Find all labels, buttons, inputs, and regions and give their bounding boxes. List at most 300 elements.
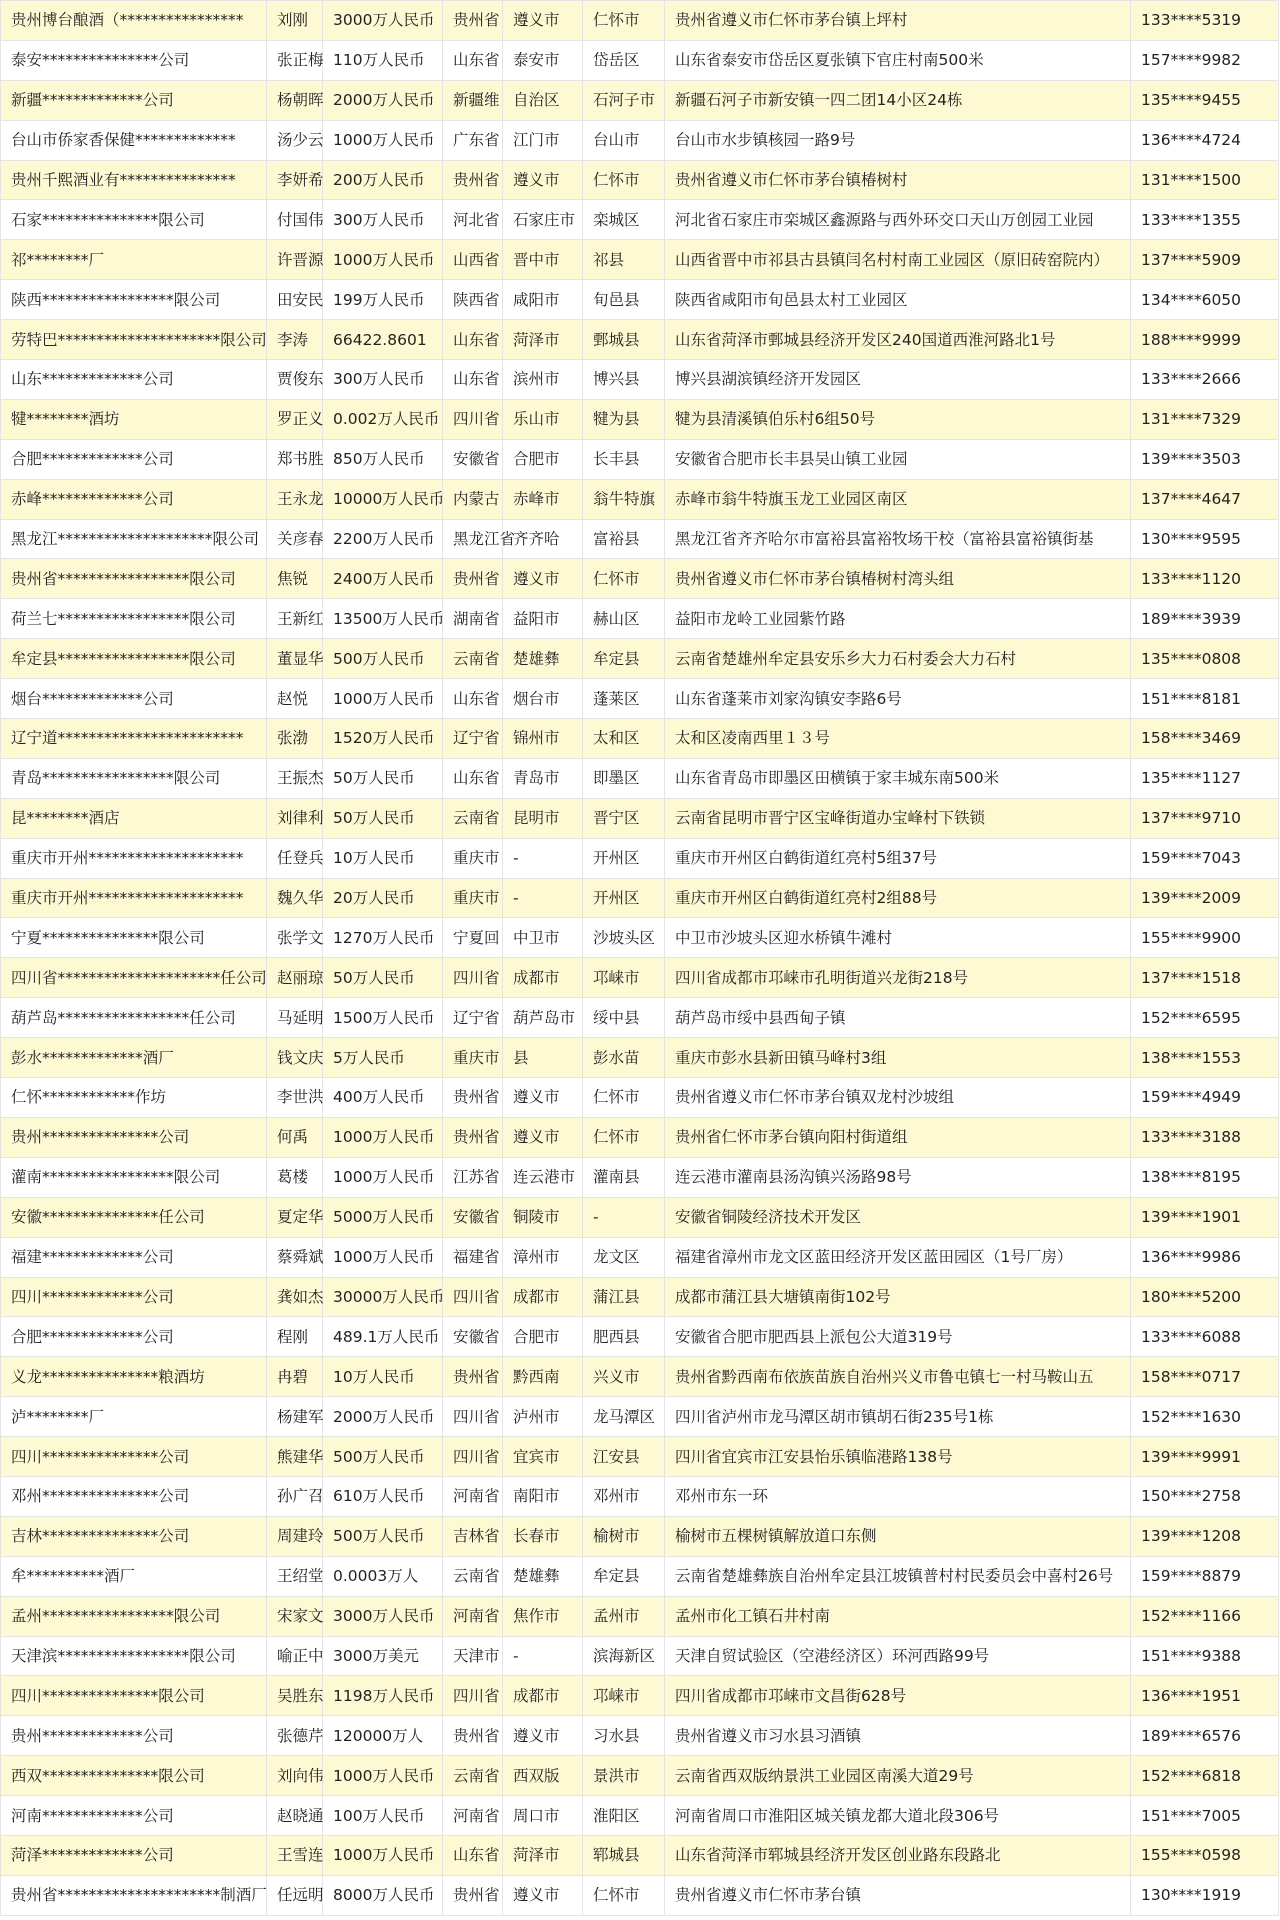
address-cell: 黑龙江省齐齐哈尔市富裕县富裕牧场干校（富裕县富裕镇街基	[665, 519, 1131, 559]
district-cell: 赫山区	[583, 599, 665, 639]
registered-capital-cell: 50万人民币	[323, 758, 443, 798]
legal-rep-cell: 王新红	[267, 599, 323, 639]
city-cell: 遵义市	[503, 1, 583, 41]
phone-cell: 158****0717	[1131, 1357, 1279, 1397]
district-cell: 灌南县	[583, 1157, 665, 1197]
phone-cell: 139****3503	[1131, 439, 1279, 479]
legal-rep-cell: 李妍希	[267, 160, 323, 200]
table-row	[1, 360, 1279, 400]
district-cell: 仁怀市	[583, 1078, 665, 1118]
table-row	[1, 1397, 1279, 1437]
address-cell: 山东省泰安市岱岳区夏张镇下官庄村南500米	[665, 40, 1131, 80]
city-cell: -	[503, 878, 583, 918]
phone-cell: 188****9999	[1131, 320, 1279, 360]
city-cell: 滨州市	[503, 360, 583, 400]
legal-rep-cell: 赵悦	[267, 679, 323, 719]
table-row	[1, 1476, 1279, 1516]
province-cell: 山东省	[443, 320, 503, 360]
city-cell: 遵义市	[503, 1078, 583, 1118]
phone-cell: 139****1901	[1131, 1197, 1279, 1237]
province-cell: 山东省	[443, 1835, 503, 1875]
table-row	[1, 719, 1279, 759]
legal-rep-cell: 关彦春	[267, 519, 323, 559]
address-cell: 重庆市彭水县新田镇马峰村3组	[665, 1038, 1131, 1078]
company-name-cell: 合肥*************公司	[1, 439, 267, 479]
district-cell: 仁怀市	[583, 1117, 665, 1157]
address-cell: 云南省昆明市晋宁区宝峰街道办宝峰村下铁锁	[665, 798, 1131, 838]
phone-cell: 139****1208	[1131, 1516, 1279, 1556]
company-name-cell: 重庆市开州********************	[1, 838, 267, 878]
legal-rep-cell: 李世洪	[267, 1078, 323, 1118]
address-cell: 博兴县湖滨镇经济开发园区	[665, 360, 1131, 400]
phone-cell: 134****6050	[1131, 280, 1279, 320]
legal-rep-cell: 刘律利	[267, 798, 323, 838]
table-row	[1, 679, 1279, 719]
province-cell: 贵州省	[443, 1, 503, 41]
district-cell: 仁怀市	[583, 1875, 665, 1915]
province-cell: 重庆市	[443, 1038, 503, 1078]
address-cell: 重庆市开州区白鹤街道红亮村5组37号	[665, 838, 1131, 878]
registered-capital-cell: 10000万人民币	[323, 479, 443, 519]
registered-capital-cell: 1000万人民币	[323, 1835, 443, 1875]
legal-rep-cell: 冉碧	[267, 1357, 323, 1397]
table-row	[1, 40, 1279, 80]
registered-capital-cell: 0.002万人民币	[323, 399, 443, 439]
company-name-cell: 贵州博台酿酒（****************	[1, 1, 267, 41]
address-cell: 山西省晋中市祁县古县镇闫名村村南工业园区（原旧砖窑院内）	[665, 240, 1131, 280]
phone-cell: 159****8879	[1131, 1556, 1279, 1596]
legal-rep-cell: 蔡舜斌	[267, 1237, 323, 1277]
company-name-cell: 烟台*************公司	[1, 679, 267, 719]
company-name-cell: 新疆*************公司	[1, 80, 267, 120]
registered-capital-cell: 20万人民币	[323, 878, 443, 918]
phone-cell: 133****2666	[1131, 360, 1279, 400]
legal-rep-cell: 杨建军	[267, 1397, 323, 1437]
registered-capital-cell: 3000万人民币	[323, 1, 443, 41]
phone-cell: 133****6088	[1131, 1317, 1279, 1357]
district-cell: 富裕县	[583, 519, 665, 559]
company-name-cell: 泰安***************公司	[1, 40, 267, 80]
company-name-cell: 灌南*****************限公司	[1, 1157, 267, 1197]
phone-cell: 189****3939	[1131, 599, 1279, 639]
table-row	[1, 1516, 1279, 1556]
province-cell: 辽宁省	[443, 998, 503, 1038]
table-row	[1, 320, 1279, 360]
table-row	[1, 1796, 1279, 1836]
city-cell: 烟台市	[503, 679, 583, 719]
company-name-cell: 石家***************限公司	[1, 200, 267, 240]
city-cell: 楚雄彝	[503, 1556, 583, 1596]
legal-rep-cell: 魏久华	[267, 878, 323, 918]
registered-capital-cell: 1000万人民币	[323, 1756, 443, 1796]
table-row	[1, 1596, 1279, 1636]
district-cell: 岱岳区	[583, 40, 665, 80]
district-cell: 仁怀市	[583, 160, 665, 200]
district-cell: 犍为县	[583, 399, 665, 439]
province-cell: 山东省	[443, 40, 503, 80]
city-cell: 赤峰市	[503, 479, 583, 519]
table-row	[1, 1676, 1279, 1716]
address-cell: 贵州省遵义市仁怀市茅台镇双龙村沙坡组	[665, 1078, 1131, 1118]
registered-capital-cell: 0.0003万人	[323, 1556, 443, 1596]
city-cell: 宜宾市	[503, 1437, 583, 1477]
city-cell: 自治区	[503, 80, 583, 120]
registered-capital-cell: 500万人民币	[323, 639, 443, 679]
city-cell: 连云港市	[503, 1157, 583, 1197]
city-cell: 乐山市	[503, 399, 583, 439]
phone-cell: 152****1630	[1131, 1397, 1279, 1437]
address-cell: 安徽省铜陵经济技术开发区	[665, 1197, 1131, 1237]
legal-rep-cell: 王雪连	[267, 1835, 323, 1875]
phone-cell: 157****9982	[1131, 40, 1279, 80]
province-cell: 贵州省	[443, 1078, 503, 1118]
legal-rep-cell: 杨朝晖	[267, 80, 323, 120]
address-cell: 四川省成都市邛崃市文昌街628号	[665, 1676, 1131, 1716]
district-cell: 龙马潭区	[583, 1397, 665, 1437]
phone-cell: 133****1355	[1131, 200, 1279, 240]
city-cell: 成都市	[503, 958, 583, 998]
district-cell: -	[583, 1197, 665, 1237]
city-cell: 铜陵市	[503, 1197, 583, 1237]
phone-cell: 151****9388	[1131, 1636, 1279, 1676]
legal-rep-cell: 何禹	[267, 1117, 323, 1157]
city-cell: 黔西南	[503, 1357, 583, 1397]
table-row	[1, 439, 1279, 479]
district-cell: 邛崃市	[583, 1676, 665, 1716]
district-cell: 榆树市	[583, 1516, 665, 1556]
city-cell: 周口市	[503, 1796, 583, 1836]
address-cell: 益阳市龙岭工业园紫竹路	[665, 599, 1131, 639]
province-cell: 四川省	[443, 1397, 503, 1437]
city-cell: 石家庄市	[503, 200, 583, 240]
phone-cell: 131****1500	[1131, 160, 1279, 200]
district-cell: 邛崃市	[583, 958, 665, 998]
city-cell: 遵义市	[503, 1716, 583, 1756]
city-cell: 西双版	[503, 1756, 583, 1796]
company-name-cell: 青岛*****************限公司	[1, 758, 267, 798]
province-cell: 河北省	[443, 200, 503, 240]
province-cell: 贵州省	[443, 1117, 503, 1157]
phone-cell: 136****9986	[1131, 1237, 1279, 1277]
registered-capital-cell: 5万人民币	[323, 1038, 443, 1078]
phone-cell: 152****1166	[1131, 1596, 1279, 1636]
phone-cell: 155****0598	[1131, 1835, 1279, 1875]
company-name-cell: 安徽***************任公司	[1, 1197, 267, 1237]
registered-capital-cell: 1000万人民币	[323, 679, 443, 719]
legal-rep-cell: 田安民	[267, 280, 323, 320]
district-cell: 滨海新区	[583, 1636, 665, 1676]
address-cell: 邓州市东一环	[665, 1476, 1131, 1516]
legal-rep-cell: 王绍堂	[267, 1556, 323, 1596]
registered-capital-cell: 50万人民币	[323, 798, 443, 838]
legal-rep-cell: 李涛	[267, 320, 323, 360]
company-name-cell: 邓州***************公司	[1, 1476, 267, 1516]
address-cell: 山东省菏泽市郓城县经济开发区创业路东段路北	[665, 1835, 1131, 1875]
phone-cell: 159****4949	[1131, 1078, 1279, 1118]
district-cell: 龙文区	[583, 1237, 665, 1277]
company-name-cell: 葫芦岛*****************任公司	[1, 998, 267, 1038]
company-name-cell: 孟州*****************限公司	[1, 1596, 267, 1636]
province-cell: 黑龙江省	[443, 519, 503, 559]
company-name-cell: 四川省*********************任公司	[1, 958, 267, 998]
address-cell: 山东省青岛市即墨区田横镇于家丰城东南500米	[665, 758, 1131, 798]
district-cell: 台山市	[583, 120, 665, 160]
address-cell: 犍为县清溪镇伯乐村6组50号	[665, 399, 1131, 439]
phone-cell: 139****9991	[1131, 1437, 1279, 1477]
city-cell: 青岛市	[503, 758, 583, 798]
registered-capital-cell: 1500万人民币	[323, 998, 443, 1038]
company-name-cell: 台山市侨家香保健*************	[1, 120, 267, 160]
legal-rep-cell: 焦锐	[267, 559, 323, 599]
company-name-cell: 四川***************公司	[1, 1437, 267, 1477]
table-row	[1, 1835, 1279, 1875]
phone-cell: 136****1951	[1131, 1676, 1279, 1716]
phone-cell: 135****0808	[1131, 639, 1279, 679]
province-cell: 云南省	[443, 798, 503, 838]
registered-capital-cell: 1198万人民币	[323, 1676, 443, 1716]
company-name-cell: 仁怀************作坊	[1, 1078, 267, 1118]
province-cell: 贵州省	[443, 160, 503, 200]
phone-cell: 137****4647	[1131, 479, 1279, 519]
province-cell: 重庆市	[443, 838, 503, 878]
legal-rep-cell: 宋家文	[267, 1596, 323, 1636]
address-cell: 云南省西双版纳景洪工业园区南溪大道29号	[665, 1756, 1131, 1796]
address-cell: 赤峰市翁牛特旗玉龙工业园区南区	[665, 479, 1131, 519]
legal-rep-cell: 张正梅	[267, 40, 323, 80]
company-name-cell: 犍********酒坊	[1, 399, 267, 439]
address-cell: 河南省周口市淮阳区城关镇龙都大道北段306号	[665, 1796, 1131, 1836]
city-cell: -	[503, 838, 583, 878]
company-name-cell: 义龙***************粮酒坊	[1, 1357, 267, 1397]
legal-rep-cell: 马延明	[267, 998, 323, 1038]
legal-rep-cell: 钱文庆	[267, 1038, 323, 1078]
registered-capital-cell: 1000万人民币	[323, 1157, 443, 1197]
registered-capital-cell: 610万人民币	[323, 1476, 443, 1516]
province-cell: 江苏省	[443, 1157, 503, 1197]
phone-cell: 133****1120	[1131, 559, 1279, 599]
city-cell: 菏泽市	[503, 320, 583, 360]
registered-capital-cell: 199万人民币	[323, 280, 443, 320]
table-row	[1, 200, 1279, 240]
legal-rep-cell: 罗正义	[267, 399, 323, 439]
district-cell: 石河子市	[583, 80, 665, 120]
table-row	[1, 1437, 1279, 1477]
city-cell: 合肥市	[503, 439, 583, 479]
city-cell: 晋中市	[503, 240, 583, 280]
district-cell: 牟定县	[583, 1556, 665, 1596]
province-cell: 安徽省	[443, 1197, 503, 1237]
company-name-cell: 菏泽*************公司	[1, 1835, 267, 1875]
company-name-cell: 贵州***************公司	[1, 1117, 267, 1157]
registered-capital-cell: 13500万人民币	[323, 599, 443, 639]
phone-cell: 150****2758	[1131, 1476, 1279, 1516]
table-row	[1, 160, 1279, 200]
legal-rep-cell: 任登兵	[267, 838, 323, 878]
phone-cell: 137****9710	[1131, 798, 1279, 838]
legal-rep-cell: 熊建华	[267, 1437, 323, 1477]
registered-capital-cell: 1520万人民币	[323, 719, 443, 759]
province-cell: 山西省	[443, 240, 503, 280]
province-cell: 山东省	[443, 360, 503, 400]
address-cell: 成都市蒲江县大塘镇南街102号	[665, 1277, 1131, 1317]
province-cell: 宁夏回	[443, 918, 503, 958]
company-name-cell: 贵州省*********************制酒厂	[1, 1875, 267, 1915]
legal-rep-cell: 龚如杰	[267, 1277, 323, 1317]
province-cell: 云南省	[443, 1756, 503, 1796]
table-row	[1, 1, 1279, 41]
city-cell: 漳州市	[503, 1237, 583, 1277]
registered-capital-cell: 2000万人民币	[323, 80, 443, 120]
table-row	[1, 639, 1279, 679]
phone-cell: 138****8195	[1131, 1157, 1279, 1197]
province-cell: 河南省	[443, 1596, 503, 1636]
legal-rep-cell: 赵丽琼	[267, 958, 323, 998]
registered-capital-cell: 30000万人民币	[323, 1277, 443, 1317]
address-cell: 贵州省遵义市习水县习酒镇	[665, 1716, 1131, 1756]
registered-capital-cell: 500万人民币	[323, 1437, 443, 1477]
table-row	[1, 1556, 1279, 1596]
city-cell: 益阳市	[503, 599, 583, 639]
company-name-cell: 吉林***************公司	[1, 1516, 267, 1556]
phone-cell: 139****2009	[1131, 878, 1279, 918]
table-row	[1, 1636, 1279, 1676]
address-cell: 山东省菏泽市鄄城县经济开发区240国道西淮河路北1号	[665, 320, 1131, 360]
city-cell: 县	[503, 1038, 583, 1078]
table-row	[1, 1117, 1279, 1157]
province-cell: 贵州省	[443, 1716, 503, 1756]
district-cell: 仁怀市	[583, 1, 665, 41]
city-cell: 菏泽市	[503, 1835, 583, 1875]
legal-rep-cell: 董显华	[267, 639, 323, 679]
city-cell: 遵义市	[503, 1875, 583, 1915]
city-cell: 长春市	[503, 1516, 583, 1556]
address-cell: 重庆市开州区白鹤街道红亮村2组88号	[665, 878, 1131, 918]
city-cell: 泸州市	[503, 1397, 583, 1437]
district-cell: 彭水苗	[583, 1038, 665, 1078]
district-cell: 蓬莱区	[583, 679, 665, 719]
legal-rep-cell: 王振杰	[267, 758, 323, 798]
district-cell: 栾城区	[583, 200, 665, 240]
registered-capital-cell: 2400万人民币	[323, 559, 443, 599]
province-cell: 四川省	[443, 1277, 503, 1317]
table-row	[1, 559, 1279, 599]
table-row	[1, 958, 1279, 998]
phone-cell: 151****8181	[1131, 679, 1279, 719]
legal-rep-cell: 贾俊东	[267, 360, 323, 400]
city-cell: 江门市	[503, 120, 583, 160]
registered-capital-cell: 66422.8601	[323, 320, 443, 360]
address-cell: 安徽省合肥市肥西县上派包公大道319号	[665, 1317, 1131, 1357]
table-row	[1, 798, 1279, 838]
company-name-cell: 贵州省*****************限公司	[1, 559, 267, 599]
district-cell: 淮阳区	[583, 1796, 665, 1836]
registered-capital-cell: 2200万人民币	[323, 519, 443, 559]
table-row	[1, 1317, 1279, 1357]
city-cell: 成都市	[503, 1676, 583, 1716]
province-cell: 贵州省	[443, 1875, 503, 1915]
district-cell: 祁县	[583, 240, 665, 280]
district-cell: 牟定县	[583, 639, 665, 679]
city-cell: 遵义市	[503, 1117, 583, 1157]
address-cell: 山东省蓬莱市刘家沟镇安李路6号	[665, 679, 1131, 719]
address-cell: 葫芦岛市绥中县西甸子镇	[665, 998, 1131, 1038]
province-cell: 新疆维	[443, 80, 503, 120]
address-cell: 云南省楚雄州牟定县安乐乡大力石村委会大力石村	[665, 639, 1131, 679]
company-name-cell: 贵州*************公司	[1, 1716, 267, 1756]
phone-cell: 152****6818	[1131, 1756, 1279, 1796]
address-cell: 四川省泸州市龙马潭区胡市镇胡石街235号1栋	[665, 1397, 1131, 1437]
registered-capital-cell: 50万人民币	[323, 958, 443, 998]
legal-rep-cell: 喻正中	[267, 1636, 323, 1676]
district-cell: 孟州市	[583, 1596, 665, 1636]
company-name-cell: 黑龙江********************限公司	[1, 519, 267, 559]
phone-cell: 133****3188	[1131, 1117, 1279, 1157]
table-row	[1, 1237, 1279, 1277]
address-cell: 云南省楚雄彝族自治州牟定县江坡镇普村村民委员会中喜村26号	[665, 1556, 1131, 1596]
city-cell: -	[503, 1636, 583, 1676]
legal-rep-cell: 张渤	[267, 719, 323, 759]
registered-capital-cell: 1000万人民币	[323, 1237, 443, 1277]
legal-rep-cell: 夏定华	[267, 1197, 323, 1237]
table-row	[1, 1756, 1279, 1796]
table-row	[1, 1277, 1279, 1317]
province-cell: 吉林省	[443, 1516, 503, 1556]
company-name-cell: 四川***************限公司	[1, 1676, 267, 1716]
phone-cell: 155****9900	[1131, 918, 1279, 958]
registered-capital-cell: 850万人民币	[323, 439, 443, 479]
province-cell: 安徽省	[443, 439, 503, 479]
registered-capital-cell: 1000万人民币	[323, 1117, 443, 1157]
registered-capital-cell: 3000万人民币	[323, 1596, 443, 1636]
phone-cell: 130****1919	[1131, 1875, 1279, 1915]
company-name-cell: 劳特巴*********************限公司	[1, 320, 267, 360]
company-name-cell: 辽宁道************************	[1, 719, 267, 759]
registered-capital-cell: 120000万人	[323, 1716, 443, 1756]
registered-capital-cell: 10万人民币	[323, 1357, 443, 1397]
table-row	[1, 1716, 1279, 1756]
table-row	[1, 758, 1279, 798]
table-row	[1, 1357, 1279, 1397]
district-cell: 长丰县	[583, 439, 665, 479]
province-cell: 山东省	[443, 679, 503, 719]
address-cell: 孟州市化工镇石井村南	[665, 1596, 1131, 1636]
city-cell: 咸阳市	[503, 280, 583, 320]
phone-cell: 136****4724	[1131, 120, 1279, 160]
city-cell: 锦州市	[503, 719, 583, 759]
province-cell: 贵州省	[443, 559, 503, 599]
city-cell: 遵义市	[503, 160, 583, 200]
legal-rep-cell: 许晋源	[267, 240, 323, 280]
company-name-cell: 牟定县*****************限公司	[1, 639, 267, 679]
table-body	[1, 1, 1279, 1916]
legal-rep-cell: 付国伟	[267, 200, 323, 240]
district-cell: 仁怀市	[583, 559, 665, 599]
phone-cell: 135****9455	[1131, 80, 1279, 120]
registered-capital-cell: 400万人民币	[323, 1078, 443, 1118]
province-cell: 重庆市	[443, 878, 503, 918]
legal-rep-cell: 孙广召	[267, 1476, 323, 1516]
address-cell: 中卫市沙坡头区迎水桥镇牛滩村	[665, 918, 1131, 958]
phone-cell: 137****5909	[1131, 240, 1279, 280]
company-name-cell: 福建*************公司	[1, 1237, 267, 1277]
company-name-cell: 天津滨*****************限公司	[1, 1636, 267, 1676]
company-name-cell: 河南*************公司	[1, 1796, 267, 1836]
company-name-cell: 宁夏***************限公司	[1, 918, 267, 958]
province-cell: 福建省	[443, 1237, 503, 1277]
district-cell: 太和区	[583, 719, 665, 759]
district-cell: 景洪市	[583, 1756, 665, 1796]
province-cell: 辽宁省	[443, 719, 503, 759]
